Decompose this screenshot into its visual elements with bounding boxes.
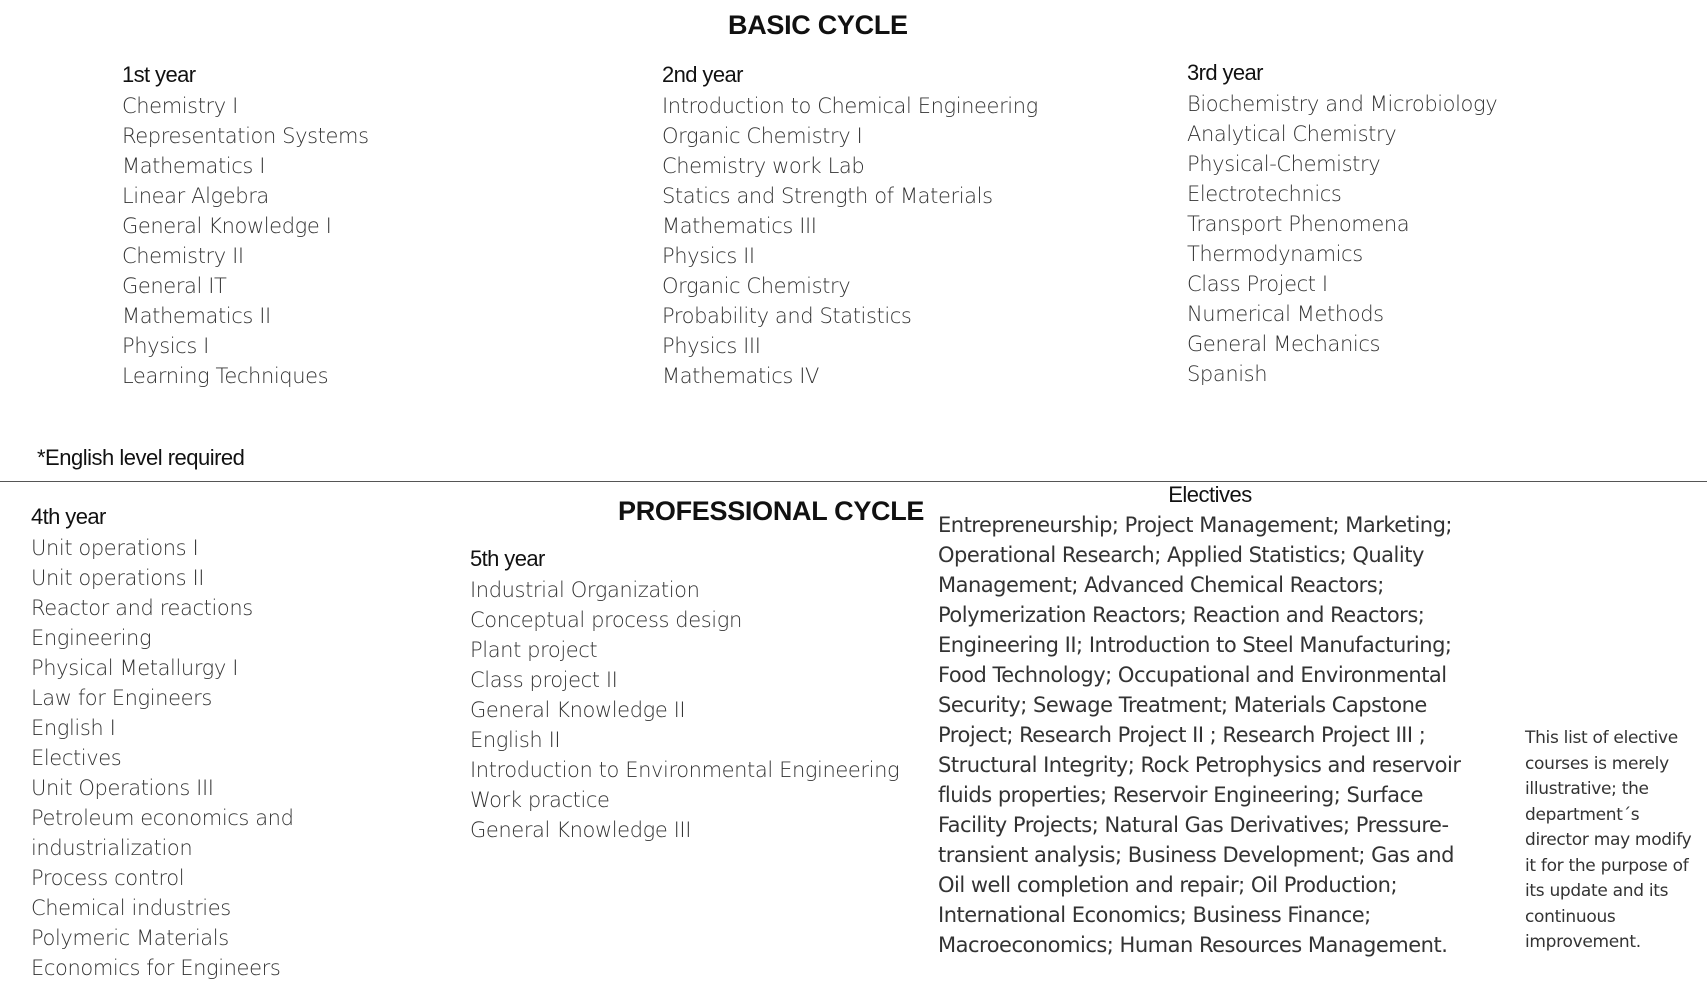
course-item: Chemical industries: [31, 896, 231, 920]
course-item: General Knowledge III: [470, 818, 692, 842]
year-4-column: [31, 504, 451, 983]
course-item: Chemistry II: [122, 244, 244, 268]
course-item: Analytical Chemistry: [1187, 122, 1397, 146]
course-item: Reactor and reactions Engineering: [31, 596, 253, 650]
year-1-course-list: [122, 91, 369, 391]
course-item: Electrotechnics: [1187, 182, 1342, 206]
electives-list: Entrepreneurship; Project Management; Marketing; Operational Research; Applied Statistics; Quality Management; Advanced Chemical Reactors; Polymerization Reactors; Reaction and Reactors; Engineering II; Introduction to Steel Manufacturing; Food Technology; Occupational and Environmental Security; Sewage Treatment; Materials Capstone Project; Research Project II ; Research Project III ; Structural Integrity; Rock Petrophysics and reservoir fluids properties; Reservoir Engineering; Surface Facility Projects; Natural Gas Derivatives; Pressure-transient analysis; Business Development; Gas and Oil well completion and repair; Oil Production; International Economics; Business Finance; Macroeconomics; Human Resources Management.: [938, 513, 1461, 957]
course-item: Physics III: [662, 334, 761, 358]
course-item: Introduction to Environmental Engineering: [470, 758, 900, 782]
course-item: Statics and Strength of Materials: [662, 184, 993, 208]
course-item: Numerical Methods: [1187, 302, 1384, 326]
course-item: Conceptual process design: [470, 608, 742, 632]
electives-heading: Electives: [1168, 482, 1252, 507]
course-item: Process control: [31, 866, 185, 890]
course-item: Physics II: [662, 244, 755, 268]
course-item: Organic Chemistry I: [662, 124, 863, 148]
course-item: Probability and Statistics: [662, 304, 912, 328]
course-item: Organic Chemistry: [662, 274, 851, 298]
course-item: Unit operations II: [31, 566, 205, 590]
course-item: Thermodynamics: [1187, 242, 1363, 266]
year-4-heading: 4th year: [31, 504, 106, 529]
year-2-course-list: [662, 91, 1038, 391]
course-item: Economics for Engineers: [31, 956, 281, 980]
course-item: Class Project I: [1187, 272, 1328, 296]
year-3-course-list: [1187, 89, 1497, 389]
course-item: Industrial Organization: [470, 578, 700, 602]
course-item: Chemistry I: [122, 94, 238, 118]
year-1-heading: 1st year: [122, 62, 196, 87]
course-item: Class project II: [470, 668, 618, 692]
course-item: Unit Operations III: [31, 776, 214, 800]
course-item: Plant project: [470, 638, 598, 662]
year-2-heading: 2nd year: [662, 62, 743, 87]
course-item: Biochemistry and Microbiology: [1187, 92, 1498, 116]
year-5-heading: 5th year: [470, 546, 545, 571]
course-item: Mathematics I: [122, 154, 265, 178]
course-item: Mathematics II: [122, 304, 271, 328]
electives-disclaimer: This list of elective courses is merely illustrative; the department´s director may modify it for the purpose of its update and its continuous improvement.: [1525, 728, 1692, 952]
year-5-course-list: [470, 575, 899, 845]
professional-cycle-title: PROFESSIONAL CYCLE: [618, 496, 925, 526]
course-item: Mathematics IV: [662, 364, 819, 388]
course-item: Representation Systems: [122, 124, 369, 148]
year-4-course-list: [31, 533, 331, 983]
year-5-column: [470, 546, 899, 845]
course-item: Work practice: [470, 788, 610, 812]
course-item: General IT: [122, 274, 227, 298]
course-item: Chemistry work Lab: [662, 154, 865, 178]
course-item: Linear Algebra: [122, 184, 269, 208]
course-item: English I: [31, 716, 116, 740]
course-item: Petroleum economics and industrialization: [31, 806, 294, 860]
course-item: Introduction to Chemical Engineering: [662, 94, 1038, 118]
year-2-column: [662, 62, 1038, 391]
year-1-column: [122, 62, 369, 391]
year-3-heading: 3rd year: [1187, 60, 1263, 85]
course-item: Learning Techniques: [122, 364, 329, 388]
english-level-note: *English level required: [37, 445, 245, 470]
course-item: General Mechanics: [1187, 332, 1381, 356]
course-item: Physical-Chemistry: [1187, 152, 1381, 176]
course-item: General Knowledge I: [122, 214, 332, 238]
cycle-divider: [0, 481, 1707, 482]
course-item: Transport Phenomena: [1187, 212, 1410, 236]
course-item: English II: [470, 728, 561, 752]
course-item: Physics I: [122, 334, 209, 358]
course-item: Polymeric Materials: [31, 926, 229, 950]
course-item: General Knowledge II: [470, 698, 686, 722]
basic-cycle-title: BASIC CYCLE: [728, 10, 908, 40]
course-item: Spanish: [1187, 362, 1268, 386]
course-item: Mathematics III: [662, 214, 817, 238]
course-item: Physical Metallurgy I: [31, 656, 238, 680]
course-item: Electives: [31, 746, 122, 770]
course-item: Law for Engineers: [31, 686, 212, 710]
course-item: Unit operations I: [31, 536, 199, 560]
year-3-column: [1187, 60, 1497, 389]
